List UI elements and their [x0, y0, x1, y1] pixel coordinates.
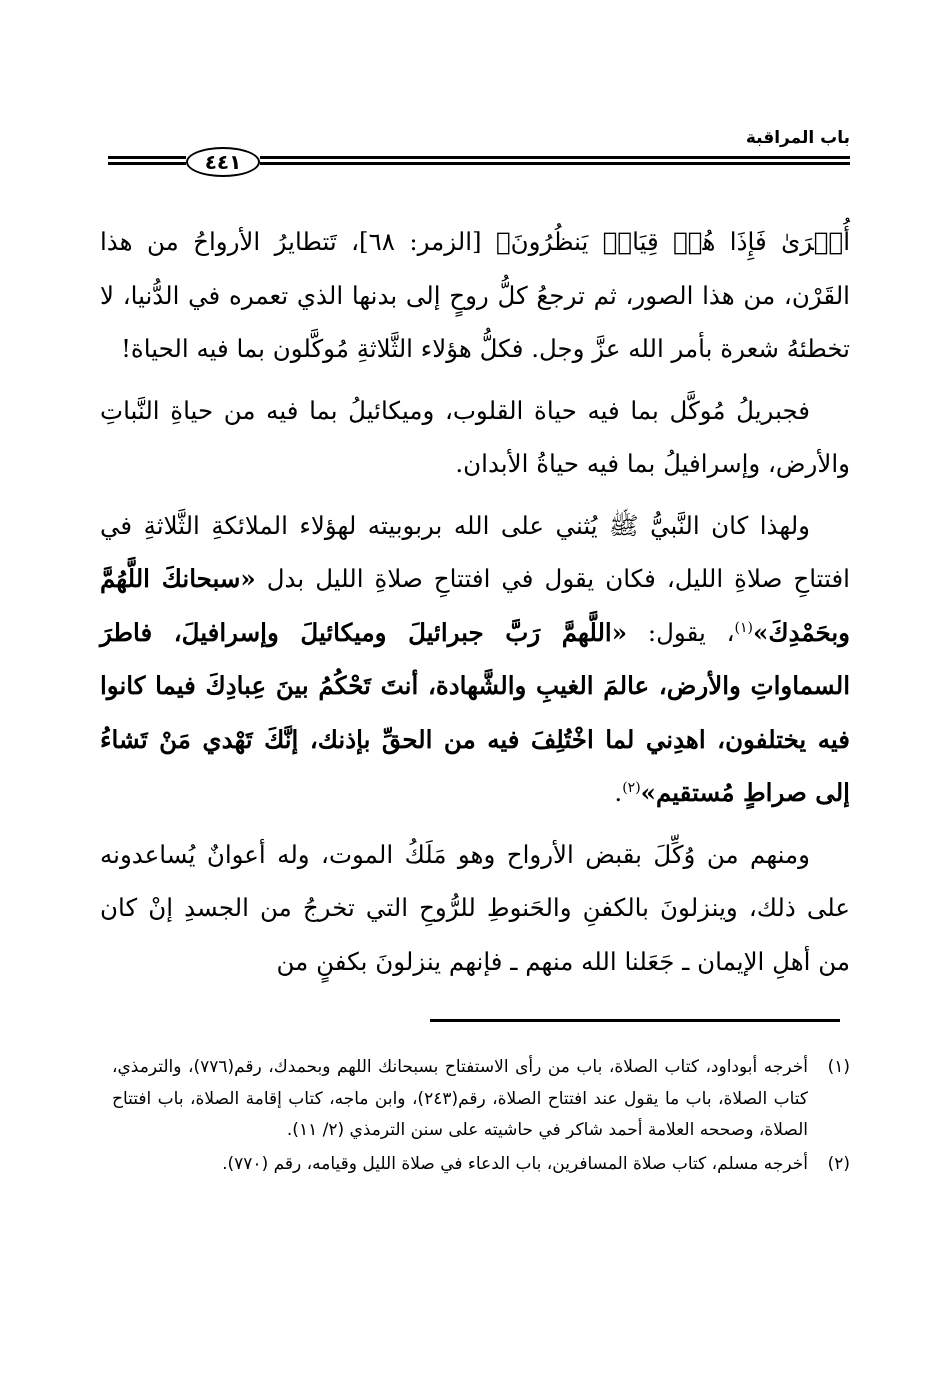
paragraph-4: ومنهم من وُكِّلَ بقبض الأرواح وهو مَلَكُ الموت، وله أعوانٌ يُساعدونه على ذلك، وينزلونَ بالكفنِ والحَنوطِ للرُّوحِ التي تخرجُ من الجسدِ إنْ كان من أهلِ الإيمان ـ جَعَلنا الله منهم ـ فإنهم ينزلونَ بكفنٍ من: [100, 839, 850, 976]
footnote-text: أخرجه أبوداود، كتاب الصلاة، باب من رأى الاستفتاح بسبحانك اللهم وبحمدك، رقم(٧٧٦)، والترمذي، كتاب الصلاة، باب ما يقول عند افتتاح الصلاة، رقم(٢٤٣)، وابن ماجه، كتاب إقامة الصلاة، باب افتتاح الصلاة، وصححه العلامة أحمد شاكر في حاشيته على سنن الترمذي (٢/ ١١).: [112, 1057, 808, 1140]
paragraph-3-says: ، يقول:: [627, 617, 735, 647]
paragraph-3-end: .: [614, 778, 623, 807]
paragraph-1-text: [الزمر: ٦٨]، تَتطايرُ الأرواحُ من هذا القَرْن، من هذا الصور، ثم ترجعُ كلُّ روحٍ إلى بدنها الذي تعمره في الدُّنيا، لا تخطئهُ شعرة بأمر الله عزَّ وجل. فكلُّ هؤلاء الثَّلاثةِ مُوكَّلون بما فيه الحياة!: [100, 227, 850, 363]
paragraph-3-intro: ولهذا كان النَّبيُّ ﷺ يُثني على الله بربوبيته لهؤلاء الملائكةِ الثَّلاثةِ في افتتاحِ صلاةِ الليل، فكان يقول في افتتاحِ صلاةِ الليل بدل: [100, 510, 850, 593]
chapter-title: باب المراقبة: [745, 128, 850, 148]
main-text: [100, 215, 850, 988]
footnote-1: [112, 1052, 850, 1147]
hadith-quote-1: «سبحانكَ اللَّهُمَّ وبحَمْدِكَ»: [100, 564, 850, 647]
paragraph-1: [100, 215, 850, 376]
header-rule-right: [260, 156, 850, 172]
quran-verse: أُخۡرَىٰ فَإِذَا هُمۡ قِيَامٞ يَنظُرُونَ﴾: [495, 227, 851, 256]
footnote-number: (١): [827, 1057, 850, 1077]
paragraph-3: [100, 499, 850, 820]
page-header: [108, 120, 850, 190]
hadith-quote-2: «اللَّهمَّ رَبَّ جبرائيلَ وميكائيلَ وإسرافيلَ، فاطرَ السماواتِ والأرض، عالمَ الغيبِ والشَّهادة، أنتَ تَحْكُمُ بينَ عِبادِكَ فيما كانوا فيه يختلفون، اهدِني لما اخْتُلِفَ فيه من الحقِّ بإذنك، إنَّكَ تَهْدي مَنْ تَشاءُ إلى صراطٍ مُستقيم»: [100, 617, 850, 807]
footnote-ref-1[interactable]: (١): [734, 619, 753, 636]
footnote-number: (٢): [827, 1153, 850, 1174]
paragraph-2: فجبريلُ مُوكَّل بما فيه حياة القلوب، وميكائيلُ بما فيه من حياةِ النَّباتِ والأرض، وإسرافيلُ بما فيه حياةُ الأبدان.: [100, 395, 850, 478]
footnote-text: أخرجه مسلم، كتاب صلاة المسافرين، باب الدعاء في صلاة الليل وقيامه، رقم (٧٧٠).: [222, 1153, 808, 1174]
footnote-ref-2[interactable]: (٢): [622, 779, 641, 796]
page-number: ٤٤١: [186, 147, 260, 177]
header-rule-left: [108, 156, 186, 172]
footnote-2: [112, 1149, 850, 1181]
footnotes: [112, 1052, 850, 1182]
footnote-separator: [430, 1019, 840, 1022]
